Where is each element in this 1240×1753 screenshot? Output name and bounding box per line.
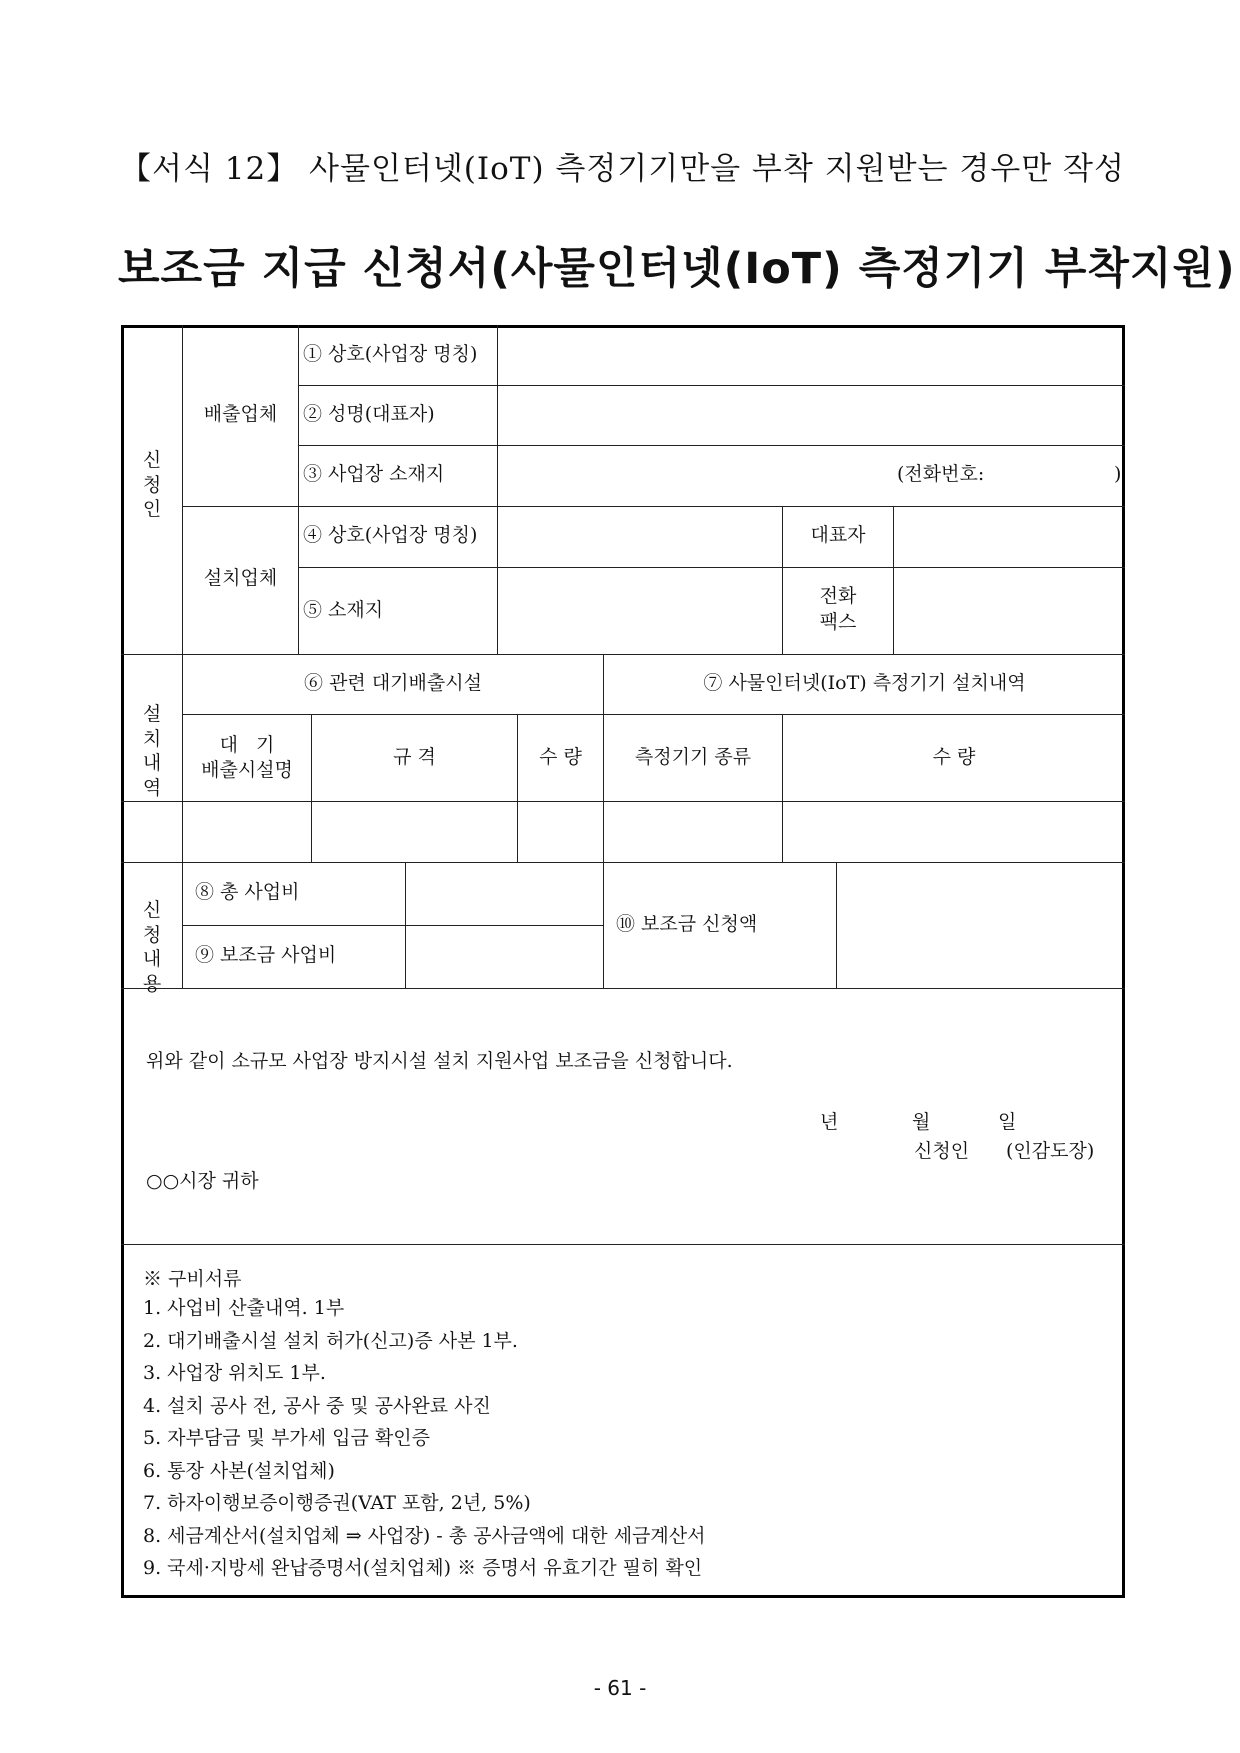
installer-label: 설치업체 [203, 567, 278, 589]
section-label-applicant: 신청인 [142, 449, 162, 521]
list-item: 2. 대기배출시설 설치 허가(신고)증 사본 1부. [143, 1329, 518, 1352]
column-facility-name-2: 배출시설명 [201, 759, 293, 781]
divider [299, 567, 1125, 568]
business-address-field[interactable] [499, 447, 1123, 505]
phone-fax-field[interactable] [895, 569, 1123, 653]
phone-number-label: (전화번호: [897, 463, 985, 485]
list-item: 7. 하자이행보증이행증권(VAT 포함, 2년, 5%) [143, 1492, 531, 1514]
divider [183, 925, 604, 926]
field-label-representative: ② 성명(대표자) [303, 403, 435, 425]
divider [121, 988, 1125, 989]
section-label-installation: 설치내역 [142, 703, 162, 800]
page-number: - 61 - [593, 1676, 647, 1700]
divider [183, 506, 1125, 507]
field-label-business-name: ① 상호(사업장 명칭) [303, 343, 478, 365]
divider [893, 506, 894, 654]
list-item: 5. 자부담금 및 부가세 입금 확인증 [143, 1427, 430, 1449]
phone-number-close: ) [1114, 463, 1122, 485]
divider [603, 862, 604, 988]
list-item: 6. 통장 사본(설치업체) [143, 1459, 335, 1482]
subsidy-request-field[interactable] [838, 864, 1123, 987]
divider [121, 654, 1125, 655]
divider [517, 714, 518, 862]
form-number-label: 【서식 12】 사물인터넷(IoT) 측정기기만을 부착 지원받는 경우만 작성 [120, 151, 1125, 187]
applicant-signature-label: 신청인 [914, 1140, 970, 1162]
divider [121, 862, 1125, 863]
divider [121, 1244, 1125, 1245]
divider [782, 714, 783, 862]
list-item: 9. 국세·지방세 완납증명서(설치업체) ※ 증명서 유효기간 필히 확인 [143, 1557, 703, 1579]
divider [298, 325, 299, 654]
list-item: 8. 세금계산서(설치업체 ⇒ 사업장) - 총 공사금액에 대한 세금계산서 [143, 1524, 706, 1547]
subsidy-cost-field[interactable] [407, 927, 602, 987]
declaration-text: 위와 같이 소규모 사업장 방지시설 설치 지원사업 보조금을 신청합니다. [146, 1050, 733, 1072]
representative-label: 대표자 [810, 524, 866, 546]
divider [405, 862, 406, 988]
field-label-subsidy-cost: ⑨ 보조금 사업비 [195, 944, 337, 966]
representative-name-field[interactable] [499, 387, 1123, 444]
field-label-subsidy-request: ⑩ 보조금 신청액 [616, 913, 758, 935]
column-device-type: 측정기기 종류 [634, 746, 752, 768]
input-facility-row-blank[interactable] [124, 803, 181, 861]
divider [497, 325, 498, 654]
input-device-type[interactable] [605, 803, 781, 861]
emitter-label: 배출업체 [203, 403, 278, 425]
input-device-quantity[interactable] [784, 803, 1123, 861]
list-item: 4. 설치 공사 전, 공사 중 및 공사완료 사진 [143, 1394, 491, 1417]
date-day-label: 일 [998, 1111, 1017, 1133]
section-label-request: 신청내용 [142, 899, 162, 996]
column-device-quantity: 수 량 [932, 746, 976, 768]
input-quantity[interactable] [519, 803, 602, 861]
header-iot-device-install: ⑦ 사물인터넷(IoT) 측정기기 설치내역 [703, 672, 1026, 694]
field-label-total-cost: ⑧ 총 사업비 [195, 881, 300, 903]
required-documents-header: ※ 구비서류 [143, 1268, 242, 1290]
divider [183, 714, 1125, 715]
column-facility-name-1: 대 기 [219, 734, 275, 756]
phone-label: 전화 [819, 585, 857, 607]
header-related-facility: ⑥ 관련 대기배출시설 [304, 672, 482, 694]
business-name-field[interactable] [499, 327, 1123, 384]
seal-label: (인감도장) [1006, 1140, 1095, 1162]
column-quantity: 수 량 [539, 746, 582, 768]
divider [299, 445, 1125, 446]
field-label-installer-address: ⑤ 소재지 [303, 599, 384, 621]
divider [121, 801, 1125, 802]
list-item: 1. 사업비 산출내역. 1부 [143, 1297, 345, 1319]
installer-address-field[interactable] [499, 569, 781, 653]
document-title: 보조금 지급 신청서(사물인터넷(IoT) 측정기기 부착지원) [118, 244, 1236, 294]
total-cost-field[interactable] [407, 864, 602, 924]
fax-label: 팩스 [819, 611, 857, 633]
installer-name-field[interactable] [499, 508, 781, 566]
column-spec: 규 격 [393, 746, 436, 768]
date-year-label: 년 [820, 1111, 839, 1133]
required-documents-list [143, 1292, 705, 1585]
divider [299, 385, 1125, 386]
date-month-label: 월 [912, 1111, 931, 1133]
input-facility-name[interactable] [184, 803, 310, 861]
field-label-installer-name: ④ 상호(사업장 명칭) [303, 524, 478, 546]
addressee: ○○시장 귀하 [146, 1170, 259, 1192]
input-spec[interactable] [313, 803, 516, 861]
divider [836, 862, 837, 988]
installer-representative-field[interactable] [895, 508, 1123, 566]
list-item: 3. 사업장 위치도 1부. [143, 1362, 326, 1384]
divider [311, 714, 312, 862]
field-label-business-address: ③ 사업장 소재지 [303, 463, 445, 485]
